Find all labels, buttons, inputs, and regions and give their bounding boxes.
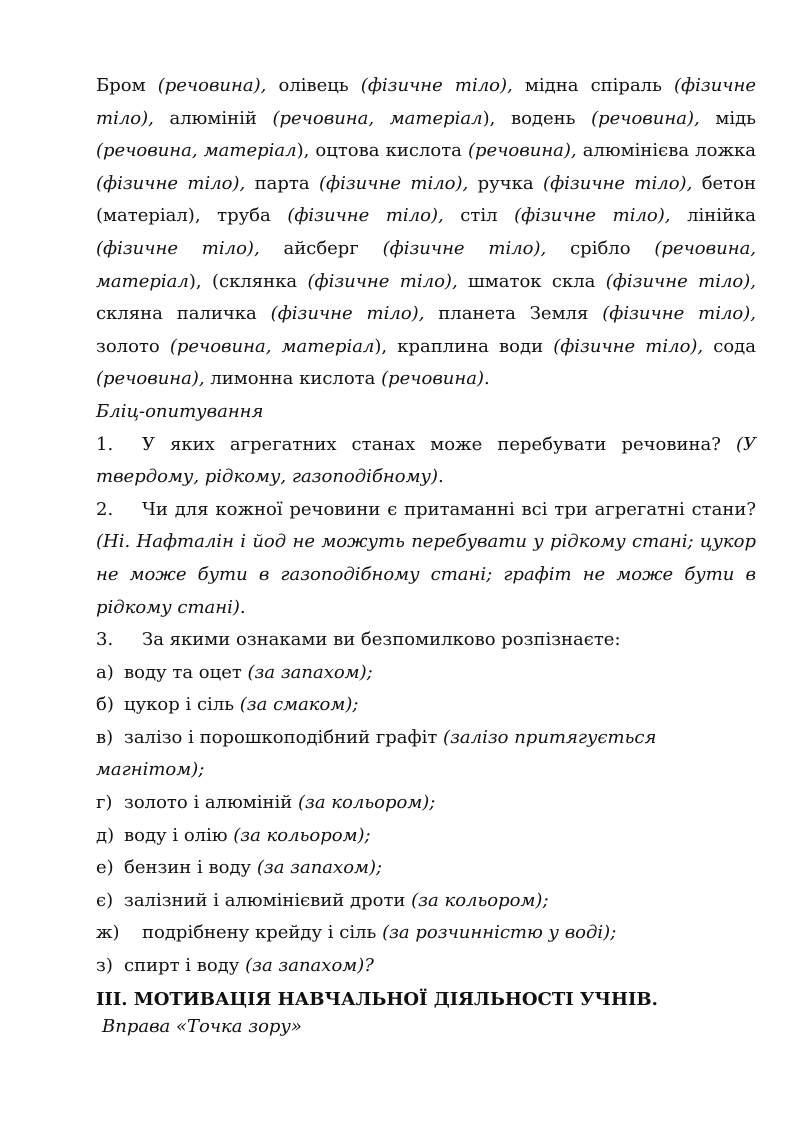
list-item <box>96 917 756 950</box>
list-item <box>96 787 756 820</box>
intro-answer: (фізичне тіло), <box>605 270 756 292</box>
intro-answer: (фізичне тіло), <box>543 172 693 194</box>
list-item-text: воду і олію <box>124 824 234 846</box>
intro-answer: (фізичне тіло), <box>553 335 704 357</box>
intro-text: мідна спіраль <box>512 75 675 96</box>
question-answer: (У твердому, рідкому, газоподібному). <box>96 433 756 488</box>
intro-text: мідь <box>699 107 756 129</box>
list-item-answer: (залізо притягується магнітом); <box>96 726 657 781</box>
question-item <box>96 624 756 657</box>
intro-answer: (фізичне тіло), <box>287 205 444 227</box>
intro-text: срібло <box>546 237 655 259</box>
intro-text: шматок скла <box>457 270 606 292</box>
intro-text: лінійка <box>670 205 756 227</box>
list-item-answer: (за запахом); <box>247 661 373 683</box>
intro-answer: (речовина, матеріал <box>96 237 757 292</box>
intro-text: планета Земля <box>424 303 603 325</box>
intro-text: скляна паличка <box>96 303 271 325</box>
intro-answer: (фізичне тіло), <box>360 75 513 96</box>
section-title: ІІІ. МОТИВАЦІЯ НАВЧАЛЬНОЇ ДІЯЛЬНОСТІ УЧНІВ. <box>96 988 658 1010</box>
list-item-letter: є) <box>96 889 114 911</box>
list-item <box>96 820 756 853</box>
intro-text: ), (склянка <box>188 270 308 292</box>
list-item-letter: г) <box>96 792 113 814</box>
list-item-text: подрібнену крейду і сіль <box>142 922 383 944</box>
intro-answer: (фізичне тіло), <box>96 237 260 259</box>
list-item <box>96 657 756 690</box>
list-item-answer: (за кольором); <box>233 824 371 846</box>
intro-answer: (речовина, матеріал <box>272 107 483 129</box>
list-item-text: залізний і алюмінієвий дроти <box>124 889 412 911</box>
intro-answer: (речовина), <box>157 75 267 96</box>
list-item-text: воду та оцет <box>124 661 248 683</box>
intro-answer: (фізичне тіло), <box>96 172 246 194</box>
list-item-answer: (за запахом)? <box>245 955 374 977</box>
intro-answer: (речовина, матеріал <box>169 335 375 357</box>
question-answer: (Ні. Нафталін і йод не можуть перебувати у рідкому стані; цукор не може бути в газоподібному стані; графіт не може бути в рідкому стані). <box>96 531 756 618</box>
list-item <box>96 722 756 787</box>
question-text: У яких агрегатних станах може перебувати речовина? <box>142 433 721 455</box>
intro-paragraph <box>96 70 756 396</box>
intro-answer: (фізичне тіло), <box>319 172 469 194</box>
intro-answer: (фізичне тіло), <box>96 75 757 129</box>
document-content <box>96 70 756 1039</box>
list-item-answer: (за кольором); <box>411 889 549 911</box>
intro-answer: (фізичне тіло), <box>382 237 547 259</box>
intro-answer: (речовина), <box>96 368 205 390</box>
intro-text: айсберг <box>259 237 383 259</box>
list-item-answer: (за смаком); <box>239 694 359 716</box>
list-item-answer: (за запахом); <box>256 857 383 879</box>
intro-text: ручка <box>468 172 544 194</box>
intro-answer: (фізичне тіло), <box>307 270 458 292</box>
list-item-letter: б) <box>96 694 114 716</box>
list-item-answer: (за кольором); <box>298 792 436 814</box>
list-item-letter: з) <box>96 955 113 977</box>
quiz-heading: Бліц-опитування <box>96 400 264 422</box>
list-item <box>96 885 756 918</box>
list-item-text: бензин і воду <box>124 857 257 879</box>
list-item-letter: д) <box>96 824 115 846</box>
intro-answer: (фізичне тіло), <box>270 303 425 325</box>
list-item <box>96 689 756 722</box>
intro-text: бетон (матеріал), труба <box>96 172 756 227</box>
exercise-title: Вправа «Точка зору» <box>102 1015 302 1037</box>
intro-text: парта <box>245 172 319 194</box>
list-item-text: спирт і воду <box>124 955 246 977</box>
list-item-text: залізо і порошкоподібний графіт <box>124 726 444 748</box>
intro-answer: (речовина). <box>381 368 490 390</box>
list-item-answer: (за розчинністю у воді); <box>382 922 617 944</box>
question-item <box>96 494 756 624</box>
intro-text: ), оцтова кислота <box>296 140 469 162</box>
intro-text: Бром <box>96 75 158 96</box>
question-text: Чи для кожної речовини є притаманні всі три агрегатні стани? <box>142 498 756 520</box>
question-text: За якими ознаками ви безпомилково розпізнаєте: <box>142 629 621 651</box>
intro-answer: (фізичне тіло), <box>602 303 756 325</box>
answers-list <box>96 657 756 983</box>
question-number: 3. <box>96 629 114 651</box>
question-number: 1. <box>96 433 114 455</box>
list-item <box>96 852 756 885</box>
intro-answer: (речовина), <box>591 107 700 129</box>
list-item-letter: в) <box>96 726 114 748</box>
list-item-letter: е) <box>96 857 114 879</box>
list-item-text: цукор і сіль <box>124 694 240 716</box>
intro-text: олівець <box>266 75 361 96</box>
question-item <box>96 429 756 494</box>
intro-answer: (речовина, матеріал <box>96 140 297 162</box>
intro-text: ), водень <box>482 107 592 129</box>
list-item <box>96 950 756 983</box>
intro-text: алюміній <box>153 107 273 129</box>
list-item-letter: а) <box>96 661 114 683</box>
intro-text: стіл <box>443 205 515 227</box>
intro-text: золото <box>96 335 170 357</box>
question-number: 2. <box>96 498 114 520</box>
intro-text: лимонна кислота <box>204 368 382 390</box>
list-item-text: золото і алюміній <box>124 792 298 814</box>
intro-answer: (фізичне тіло), <box>514 205 671 227</box>
intro-text: ), краплина води <box>374 335 554 357</box>
intro-text: алюмінієва ложка <box>576 140 756 162</box>
questions-list <box>96 429 756 657</box>
list-item-letter: ж) <box>96 922 120 944</box>
intro-answer: (речовина), <box>468 140 577 162</box>
intro-text: сода <box>703 335 756 357</box>
